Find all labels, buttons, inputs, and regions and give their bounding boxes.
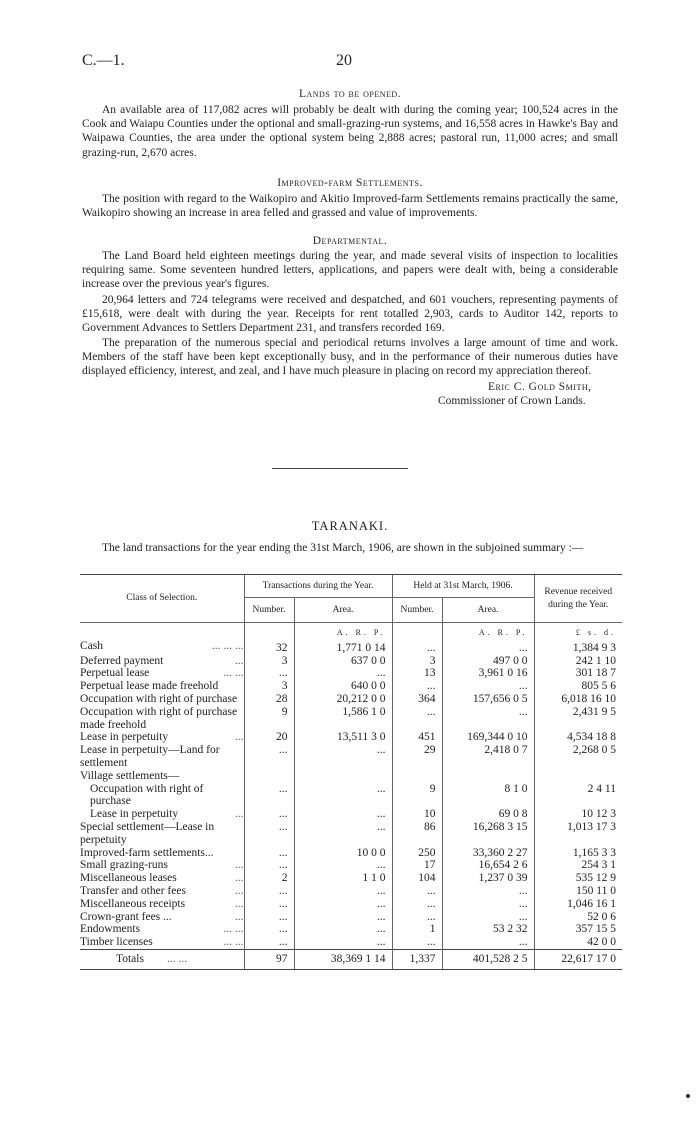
row-held-area: 53 2 32: [442, 923, 534, 936]
row-trans-number: [244, 770, 294, 783]
totals-leader: ... ...: [166, 952, 188, 965]
row-held-number: 17: [392, 859, 442, 872]
row-held-number: ...: [392, 898, 442, 911]
row-trans-area: 10 0 0: [294, 847, 392, 860]
table-row: [80, 770, 622, 783]
unit-revenue: £ s. d.: [534, 623, 622, 640]
row-trans-area: ...: [294, 923, 392, 936]
row-leader-dots: ... ...: [223, 923, 244, 936]
row-trans-number: ...: [244, 885, 294, 898]
row-held-number: 451: [392, 731, 442, 744]
row-class-label: Miscellaneous leases: [80, 872, 177, 885]
row-class-label: Lease in perpetuity: [90, 808, 179, 821]
row-held-number: ...: [392, 640, 442, 655]
row-class-label: Timber licenses: [80, 936, 153, 949]
row-leader-dots: ...: [234, 654, 244, 667]
row-held-area: 8 1 0: [442, 783, 534, 809]
row-class-label: Perpetual lease made freehold: [80, 680, 219, 693]
table-row: [80, 655, 622, 668]
row-trans-area: ...: [294, 667, 392, 680]
row-held-area: 3,961 0 16: [442, 667, 534, 680]
row-trans-area: ...: [294, 744, 392, 770]
row-trans-number: ...: [244, 744, 294, 770]
header-revenue: Revenue received during the Year.: [534, 575, 622, 623]
departmental-paragraph-1: The Land Board held eighteen meetings during the year, and made several visits of inspection to localities requiring same. Some seventeen hundred letters, applications, and papers were dealt with, being a considerable increase over the previous year's figures.: [82, 250, 618, 291]
table-row: [80, 706, 622, 732]
row-held-number: 13: [392, 667, 442, 680]
row-trans-area: 637 0 0: [294, 655, 392, 668]
document-reference: C.—1.: [82, 52, 125, 69]
row-trans-area: ...: [294, 808, 392, 821]
row-revenue: 2,268 0 5: [534, 744, 622, 770]
row-held-number: 86: [392, 821, 442, 847]
row-revenue: 150 11 0: [534, 885, 622, 898]
row-leader-dots: ...: [234, 859, 244, 872]
row-trans-area: ...: [294, 911, 392, 924]
row-trans-area: 20,212 0 0: [294, 693, 392, 706]
header-held-number: Number.: [392, 598, 442, 623]
row-held-number: 10: [392, 808, 442, 821]
table-row: [80, 821, 622, 847]
totals-label: Totals: [116, 952, 144, 965]
row-held-area: 157,656 0 5: [442, 693, 534, 706]
signature-name: Eric C. Gold Smith,: [488, 381, 592, 393]
row-trans-number: ...: [244, 847, 294, 860]
row-revenue: [534, 770, 622, 783]
row-class-label: Village settlements—: [80, 769, 180, 782]
row-class-label: Occupation with right of purchase made freehold: [80, 705, 238, 731]
taranaki-intro: The land transactions for the year ending the 31st March, 1906, are shown in the subjoined summary :—: [102, 542, 584, 554]
row-held-area: ...: [442, 936, 534, 949]
row-trans-area: ...: [294, 783, 392, 809]
row-held-number: 250: [392, 847, 442, 860]
row-trans-number: 2: [244, 872, 294, 885]
row-trans-area: ...: [294, 936, 392, 949]
row-trans-number: 9: [244, 706, 294, 732]
signature-title: Commissioner of Crown Lands.: [438, 395, 586, 407]
unit-trans-area: A. R. P.: [294, 623, 392, 640]
row-class-label: Perpetual lease: [80, 667, 150, 680]
row-trans-area: ...: [294, 859, 392, 872]
row-revenue: 254 3 1: [534, 859, 622, 872]
table-row: [80, 667, 622, 680]
row-held-number: 104: [392, 872, 442, 885]
row-trans-area: 640 0 0: [294, 680, 392, 693]
table-row: [80, 859, 622, 872]
row-revenue: 1,013 17 3: [534, 821, 622, 847]
row-held-number: ...: [392, 911, 442, 924]
row-leader-dots: ...: [234, 884, 244, 897]
row-trans-number: ...: [244, 667, 294, 680]
row-held-area: ...: [442, 911, 534, 924]
table-row: [80, 847, 622, 860]
unit-held-area: A. R. P.: [442, 623, 534, 640]
row-trans-area: ...: [294, 898, 392, 911]
row-trans-area: 1 1 0: [294, 872, 392, 885]
row-held-area: 69 0 8: [442, 808, 534, 821]
row-held-area: 169,344 0 10: [442, 731, 534, 744]
row-trans-number: ...: [244, 936, 294, 949]
row-revenue: 52 0 6: [534, 911, 622, 924]
row-revenue: 535 12 9: [534, 872, 622, 885]
row-class-label: Occupation with right of purchase: [80, 692, 238, 705]
lands-paragraph: An available area of 117,082 acres will probably be dealt with during the coming year; 100,524 acres in the Cook and Waiapu Counties under the optional and small-grazing-run systems, and 16,558 acres in Hawke's Bay and Waipawa Counties, the area under the optional system being 2,888 acres; pastoral run, 11,000 acres; and small grazing-run, 2,670 acres.: [82, 104, 618, 159]
table-row: [80, 872, 622, 885]
row-revenue: 2,431 9 5: [534, 706, 622, 732]
row-held-area: 1,237 0 39: [442, 872, 534, 885]
row-trans-number: ...: [244, 783, 294, 809]
row-held-area: ...: [442, 640, 534, 655]
row-revenue: 2 4 11: [534, 783, 622, 809]
row-held-area: [442, 770, 534, 783]
taranaki-title: TARANAKI.: [311, 519, 389, 533]
table-row: [80, 744, 622, 770]
page-mark: [686, 1094, 690, 1098]
table-row: [80, 680, 622, 693]
row-revenue: 805 5 6: [534, 680, 622, 693]
row-revenue: 301 18 7: [534, 667, 622, 680]
row-leader-dots: ...: [234, 910, 244, 923]
table-row: [80, 911, 622, 924]
row-held-area: ...: [442, 680, 534, 693]
row-leader-dots: ... ...: [223, 667, 244, 680]
row-held-number: 1: [392, 923, 442, 936]
table-row: [80, 693, 622, 706]
row-held-area: ...: [442, 898, 534, 911]
row-class-label: Cash: [80, 639, 103, 652]
totals-held-number: 1,337: [392, 949, 442, 969]
row-class-label: Transfer and other fees: [80, 884, 186, 897]
row-revenue: 1,165 3 3: [534, 847, 622, 860]
row-held-area: 33,360 2 27: [442, 847, 534, 860]
row-trans-area: [294, 770, 392, 783]
row-trans-number: ...: [244, 808, 294, 821]
row-class-label: Improved-farm settlements...: [80, 846, 214, 859]
row-leader-dots: ...: [234, 808, 244, 821]
row-revenue: 1,384 9 3: [534, 640, 622, 655]
row-held-number: 364: [392, 693, 442, 706]
row-trans-number: 32: [244, 640, 294, 655]
row-class-label: Occupation with right of purchase: [90, 782, 204, 808]
row-class-label: Small grazing-runs: [80, 859, 168, 872]
row-class-label: Lease in perpetuity: [80, 731, 169, 744]
table-row: [80, 808, 622, 821]
row-held-number: 3: [392, 655, 442, 668]
row-trans-number: 28: [244, 693, 294, 706]
header-trans-area: Area.: [294, 598, 392, 623]
header-held: Held at 31st March, 1906.: [392, 575, 534, 598]
header-class-of-selection: Class of Selection.: [80, 575, 244, 623]
header-held-area: Area.: [442, 598, 534, 623]
row-held-area: ...: [442, 706, 534, 732]
departmental-paragraph-2: 20,964 letters and 724 telegrams were received and despatched, and 601 vouchers, representing payments of £15,618, were dealt with during the year. Receipts for rent totalled 2,903, cards to Auditor 142, reports to Government Advances to Settlers Department 231, and transfers recorded 169.: [82, 294, 618, 335]
page-number: 20: [336, 52, 352, 69]
departmental-heading: Departmental.: [312, 235, 388, 247]
table-row: [80, 640, 622, 655]
row-leader-dots: ... ...: [223, 936, 244, 949]
table-row: [80, 923, 622, 936]
row-revenue: 42 0 0: [534, 936, 622, 949]
totals-held-area: 401,528 2 5: [442, 949, 534, 969]
row-held-area: ...: [442, 885, 534, 898]
improved-farm-paragraph: The position with regard to the Waikopiro and Akitio Improved-farm Settlements remains practically the same, Waikopiro showing an increase in area felled and grassed and value of improvements.: [82, 193, 618, 220]
row-class-label: Miscellaneous receipts: [80, 897, 186, 910]
table-row: [80, 885, 622, 898]
row-leader-dots: ...: [234, 872, 244, 885]
row-revenue: 10 12 3: [534, 808, 622, 821]
row-trans-number: ...: [244, 898, 294, 911]
row-held-number: [392, 770, 442, 783]
row-held-number: ...: [392, 706, 442, 732]
row-revenue: 242 1 10: [534, 655, 622, 668]
row-held-area: 16,268 3 15: [442, 821, 534, 847]
row-held-area: 497 0 0: [442, 655, 534, 668]
row-class-label: Crown-grant fees ...: [80, 910, 172, 923]
row-held-number: ...: [392, 680, 442, 693]
row-trans-area: 1,771 0 14: [294, 640, 392, 655]
row-trans-number: 3: [244, 680, 294, 693]
row-held-area: 16,654 2 6: [442, 859, 534, 872]
row-trans-number: ...: [244, 859, 294, 872]
page-header: [82, 52, 618, 74]
row-revenue: 6,018 16 10: [534, 693, 622, 706]
row-leader-dots: ... ... ...: [211, 639, 244, 652]
table-row: [80, 936, 622, 949]
totals-revenue: 22,617 17 0: [534, 949, 622, 969]
row-class-label: Special settlement—Lease in perpetuity: [80, 820, 215, 846]
row-class-label: Endowments: [80, 923, 141, 936]
row-held-number: 29: [392, 744, 442, 770]
row-class-label: Lease in perpetuity—Land for settlement: [80, 744, 220, 769]
row-revenue: 1,046 16 1: [534, 898, 622, 911]
land-transactions-table: [80, 574, 622, 970]
header-transactions: Transactions during the Year.: [244, 575, 392, 598]
improved-farm-heading: Improved-farm Settlements.: [277, 177, 423, 189]
row-trans-number: 3: [244, 655, 294, 668]
row-trans-area: 1,586 1 0: [294, 706, 392, 732]
row-held-number: ...: [392, 885, 442, 898]
row-trans-area: 13,511 3 0: [294, 731, 392, 744]
departmental-paragraph-3: The preparation of the numerous special and periodical returns involves a large amount of time and work. Members of the staff have been kept exceptionally busy, and in the performance of their numerous duties have displayed efficiency, interest, and zeal, and I have much pleasure in placing on record my appreciation thereof.: [82, 337, 618, 378]
totals-row: [80, 949, 622, 969]
section-divider: [272, 468, 408, 469]
row-trans-area: ...: [294, 821, 392, 847]
table-row: [80, 783, 622, 809]
row-trans-number: ...: [244, 923, 294, 936]
row-leader-dots: ...: [234, 731, 244, 744]
row-revenue: 357 15 5: [534, 923, 622, 936]
row-trans-number: ...: [244, 911, 294, 924]
row-trans-area: ...: [294, 885, 392, 898]
header-trans-number: Number.: [244, 598, 294, 623]
row-leader-dots: ...: [234, 897, 244, 910]
table-row: [80, 898, 622, 911]
totals-trans-number: 97: [244, 949, 294, 969]
row-held-area: 2,418 0 7: [442, 744, 534, 770]
lands-heading: Lands to be opened.: [298, 88, 402, 100]
row-class-label: Deferred payment: [80, 654, 164, 667]
row-revenue: 4,534 18 8: [534, 731, 622, 744]
row-held-number: 9: [392, 783, 442, 809]
row-trans-number: 20: [244, 731, 294, 744]
row-trans-number: ...: [244, 821, 294, 847]
row-held-number: ...: [392, 936, 442, 949]
table-row: [80, 731, 622, 744]
totals-trans-area: 38,369 1 14: [294, 949, 392, 969]
